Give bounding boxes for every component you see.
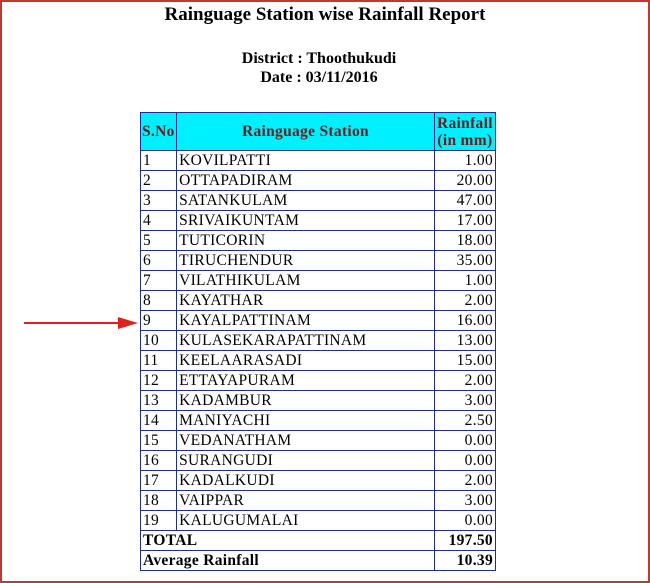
row-rainfall: 35.00 bbox=[434, 251, 495, 271]
row-sno: 16 bbox=[141, 451, 177, 471]
row-rainfall: 2.00 bbox=[434, 291, 495, 311]
row-sno: 4 bbox=[141, 211, 177, 231]
table-row bbox=[141, 191, 496, 211]
row-station: KEELAARASADI bbox=[177, 351, 435, 371]
date-line: Date : 03/11/2016 bbox=[260, 69, 378, 86]
row-station: KOVILPATTI bbox=[177, 151, 435, 171]
table-row bbox=[141, 251, 496, 271]
table-row bbox=[141, 471, 496, 491]
row-rainfall: 1.00 bbox=[434, 271, 495, 291]
table-row bbox=[141, 151, 496, 171]
row-sno: 8 bbox=[141, 291, 177, 311]
row-station: SATANKULAM bbox=[177, 191, 435, 211]
row-sno: 18 bbox=[141, 491, 177, 511]
row-rainfall: 2.00 bbox=[434, 471, 495, 491]
row-rainfall: 47.00 bbox=[434, 191, 495, 211]
row-station: TUTICORIN bbox=[177, 231, 435, 251]
row-sno: 13 bbox=[141, 391, 177, 411]
row-sno: 15 bbox=[141, 431, 177, 451]
total-value: 197.50 bbox=[434, 531, 495, 551]
table-row bbox=[141, 431, 496, 451]
table-row bbox=[141, 451, 496, 471]
row-station: TIRUCHENDUR bbox=[177, 251, 435, 271]
row-station: SRIVAIKUNTAM bbox=[177, 211, 435, 231]
row-station: KADALKUDI bbox=[177, 471, 435, 491]
row-sno: 12 bbox=[141, 371, 177, 391]
row-station: KALUGUMALAI bbox=[177, 511, 435, 531]
table-header-row bbox=[141, 113, 496, 151]
table-row bbox=[141, 411, 496, 431]
average-row bbox=[141, 551, 496, 571]
row-rainfall: 3.00 bbox=[434, 391, 495, 411]
header-rainfall-line2: (in mm) bbox=[437, 131, 493, 149]
row-station: ETTAYAPURAM bbox=[177, 371, 435, 391]
table-row bbox=[141, 171, 496, 191]
row-rainfall: 2.50 bbox=[434, 411, 495, 431]
table-row bbox=[141, 311, 496, 331]
row-station: KAYALPATTINAM bbox=[177, 311, 435, 331]
row-station: VEDANATHAM bbox=[177, 431, 435, 451]
table-row bbox=[141, 231, 496, 251]
table-row bbox=[141, 331, 496, 351]
row-rainfall: 17.00 bbox=[434, 211, 495, 231]
row-station: KADAMBUR bbox=[177, 391, 435, 411]
row-sno: 14 bbox=[141, 411, 177, 431]
row-rainfall: 0.00 bbox=[434, 511, 495, 531]
row-rainfall: 2.00 bbox=[434, 371, 495, 391]
row-sno: 6 bbox=[141, 251, 177, 271]
table-row bbox=[141, 511, 496, 531]
row-station: VAIPPAR bbox=[177, 491, 435, 511]
row-rainfall: 1.00 bbox=[434, 151, 495, 171]
total-row bbox=[141, 531, 496, 551]
red-arrow-icon bbox=[24, 315, 139, 331]
row-sno: 7 bbox=[141, 271, 177, 291]
row-station: OTTAPADIRAM bbox=[177, 171, 435, 191]
average-value: 10.39 bbox=[434, 551, 495, 571]
table-row bbox=[141, 491, 496, 511]
average-label: Average Rainfall bbox=[141, 551, 435, 571]
row-sno: 19 bbox=[141, 511, 177, 531]
row-rainfall: 20.00 bbox=[434, 171, 495, 191]
row-sno: 2 bbox=[141, 171, 177, 191]
row-rainfall: 0.00 bbox=[434, 451, 495, 471]
report-title: Rainguage Station wise Rainfall Report bbox=[164, 4, 486, 25]
header-rainfall-line1: Rainfall bbox=[437, 114, 493, 132]
row-station: KULASEKARAPATTINAM bbox=[177, 331, 435, 351]
row-rainfall: 0.00 bbox=[434, 431, 495, 451]
table-row bbox=[141, 211, 496, 231]
row-station: VILATHIKULAM bbox=[177, 271, 435, 291]
row-rainfall: 13.00 bbox=[434, 331, 495, 351]
rainfall-table bbox=[140, 112, 496, 571]
row-rainfall: 18.00 bbox=[434, 231, 495, 251]
row-station: MANIYACHI bbox=[177, 411, 435, 431]
total-label: TOTAL bbox=[141, 531, 435, 551]
header-rainfall bbox=[434, 113, 495, 151]
row-sno: 17 bbox=[141, 471, 177, 491]
row-sno: 1 bbox=[141, 151, 177, 171]
row-station: SURANGUDI bbox=[177, 451, 435, 471]
row-station: KAYATHAR bbox=[177, 291, 435, 311]
table-row bbox=[141, 391, 496, 411]
row-sno: 11 bbox=[141, 351, 177, 371]
row-rainfall: 15.00 bbox=[434, 351, 495, 371]
row-sno: 9 bbox=[141, 311, 177, 331]
row-sno: 3 bbox=[141, 191, 177, 211]
row-sno: 5 bbox=[141, 231, 177, 251]
row-rainfall: 16.00 bbox=[434, 311, 495, 331]
table-row bbox=[141, 371, 496, 391]
header-sno: S.No bbox=[141, 113, 177, 151]
table-row bbox=[141, 271, 496, 291]
table-row bbox=[141, 291, 496, 311]
header-station: Rainguage Station bbox=[177, 113, 435, 151]
table-row bbox=[141, 351, 496, 371]
row-sno: 10 bbox=[141, 331, 177, 351]
district-line: District : Thoothukudi bbox=[241, 50, 397, 67]
row-rainfall: 3.00 bbox=[434, 491, 495, 511]
